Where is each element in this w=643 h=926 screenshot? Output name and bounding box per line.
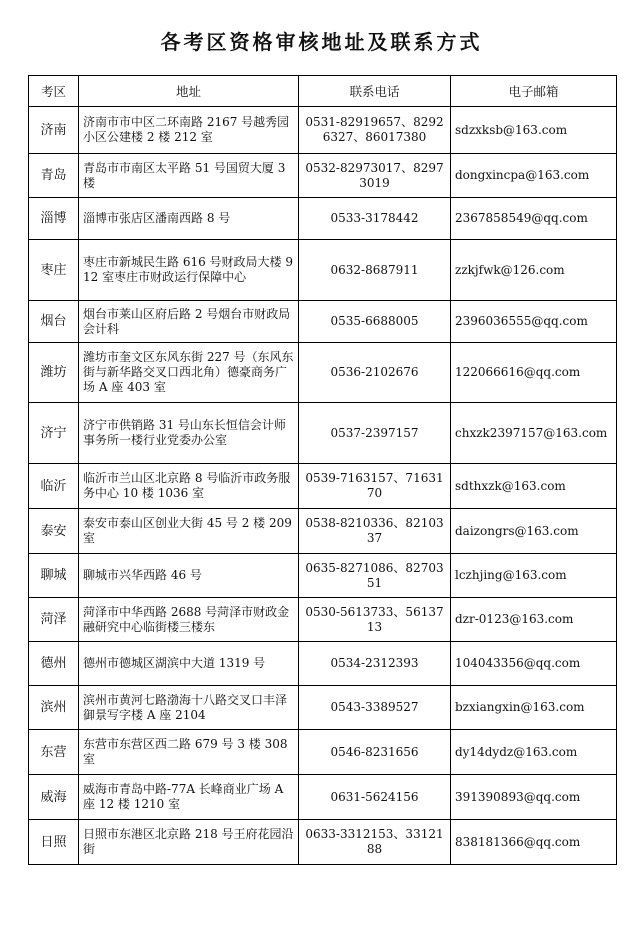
table-row	[29, 554, 617, 598]
email-cell: 104043356@qq.com	[451, 642, 617, 686]
table-row	[29, 240, 617, 301]
table-row	[29, 154, 617, 198]
email-cell: 838181366@qq.com	[451, 820, 617, 865]
table-row	[29, 730, 617, 775]
address-cell: 泰安市泰山区创业大街 45 号 2 楼 209 室	[79, 509, 299, 554]
area-cell: 东营	[29, 730, 79, 775]
email-cell: lczhjing@163.com	[451, 554, 617, 598]
phone-cell: 0633-3312153、3312188	[299, 820, 451, 865]
address-cell: 东营市东营区西二路 679 号 3 楼 308 室	[79, 730, 299, 775]
area-cell: 菏泽	[29, 598, 79, 642]
phone-cell: 0537-2397157	[299, 403, 451, 464]
table-row	[29, 403, 617, 464]
email-cell: sdthxzk@163.com	[451, 464, 617, 509]
header-area: 考区	[29, 76, 79, 107]
email-cell: bzxiangxin@163.com	[451, 686, 617, 730]
table-row	[29, 198, 617, 240]
table-body	[29, 107, 617, 865]
address-cell: 济宁市供销路 31 号山东长恒信会计师事务所一楼行业党委办公室	[79, 403, 299, 464]
phone-cell: 0532-82973017、82973019	[299, 154, 451, 198]
table-row	[29, 642, 617, 686]
address-cell: 德州市德城区湖滨中大道 1319 号	[79, 642, 299, 686]
address-cell: 日照市东港区北京路 218 号王府花园沿街	[79, 820, 299, 865]
table-row	[29, 820, 617, 865]
area-cell: 滨州	[29, 686, 79, 730]
table-header-row	[29, 76, 617, 107]
area-cell: 淄博	[29, 198, 79, 240]
table-row	[29, 464, 617, 509]
email-cell: dongxincpa@163.com	[451, 154, 617, 198]
email-cell: 2367858549@qq.com	[451, 198, 617, 240]
table-row	[29, 107, 617, 154]
email-cell: 122066616@qq.com	[451, 343, 617, 403]
phone-cell: 0534-2312393	[299, 642, 451, 686]
address-cell: 潍坊市奎文区东风东街 227 号（东风东街与新华路交叉口西北角）德豪商务广场 A 座 403 室	[79, 343, 299, 403]
phone-cell: 0631-5624156	[299, 775, 451, 820]
address-cell: 青岛市市南区太平路 51 号国贸大厦 3 楼	[79, 154, 299, 198]
phone-cell: 0543-3389527	[299, 686, 451, 730]
area-cell: 潍坊	[29, 343, 79, 403]
address-cell: 淄博市张店区潘南西路 8 号	[79, 198, 299, 240]
area-cell: 临沂	[29, 464, 79, 509]
phone-cell: 0536-2102676	[299, 343, 451, 403]
contact-table	[28, 75, 617, 865]
phone-cell: 0531-82919657、82926327、86017380	[299, 107, 451, 154]
area-cell: 烟台	[29, 301, 79, 343]
header-phone: 联系电话	[299, 76, 451, 107]
email-cell: 2396036555@qq.com	[451, 301, 617, 343]
address-cell: 菏泽市中华西路 2688 号菏泽市财政金融研究中心临街楼三楼东	[79, 598, 299, 642]
address-cell: 滨州市黄河七路渤海十八路交叉口丰泽御景写字楼 A 座 2104	[79, 686, 299, 730]
area-cell: 聊城	[29, 554, 79, 598]
table-row	[29, 775, 617, 820]
email-cell: daizongrs@163.com	[451, 509, 617, 554]
area-cell: 青岛	[29, 154, 79, 198]
table-row	[29, 598, 617, 642]
phone-cell: 0538-8210336、8210337	[299, 509, 451, 554]
header-email: 电子邮箱	[451, 76, 617, 107]
email-cell: dy14dydz@163.com	[451, 730, 617, 775]
area-cell: 威海	[29, 775, 79, 820]
phone-cell: 0535-6688005	[299, 301, 451, 343]
area-cell: 济宁	[29, 403, 79, 464]
area-cell: 枣庄	[29, 240, 79, 301]
address-cell: 临沂市兰山区北京路 8 号临沂市政务服务中心 10 楼 1036 室	[79, 464, 299, 509]
phone-cell: 0530-5613733、5613713	[299, 598, 451, 642]
page-title: 各考区资格审核地址及联系方式	[160, 30, 483, 54]
email-cell: sdzxksb@163.com	[451, 107, 617, 154]
phone-cell: 0533-3178442	[299, 198, 451, 240]
address-cell: 烟台市莱山区府后路 2 号烟台市财政局会计科	[79, 301, 299, 343]
address-cell: 济南市市中区二环南路 2167 号越秀园小区公建楼 2 楼 212 室	[79, 107, 299, 154]
phone-cell: 0635-8271086、8270351	[299, 554, 451, 598]
address-cell: 威海市青岛中路-77A 长峰商业广场 A 座 12 楼 1210 室	[79, 775, 299, 820]
header-address: 地址	[79, 76, 299, 107]
phone-cell: 0546-8231656	[299, 730, 451, 775]
area-cell: 德州	[29, 642, 79, 686]
email-cell: dzr-0123@163.com	[451, 598, 617, 642]
email-cell: zzkjfwk@126.com	[451, 240, 617, 301]
table-row	[29, 686, 617, 730]
address-cell: 聊城市兴华西路 46 号	[79, 554, 299, 598]
email-cell: 391390893@qq.com	[451, 775, 617, 820]
area-cell: 济南	[29, 107, 79, 154]
email-cell: chxzk2397157@163.com	[451, 403, 617, 464]
area-cell: 日照	[29, 820, 79, 865]
table-row	[29, 509, 617, 554]
area-cell: 泰安	[29, 509, 79, 554]
address-cell: 枣庄市新城民生路 616 号财政局大楼 912 室枣庄市财政运行保障中心	[79, 240, 299, 301]
phone-cell: 0632-8687911	[299, 240, 451, 301]
table-row	[29, 343, 617, 403]
phone-cell: 0539-7163157、7163170	[299, 464, 451, 509]
table-row	[29, 301, 617, 343]
